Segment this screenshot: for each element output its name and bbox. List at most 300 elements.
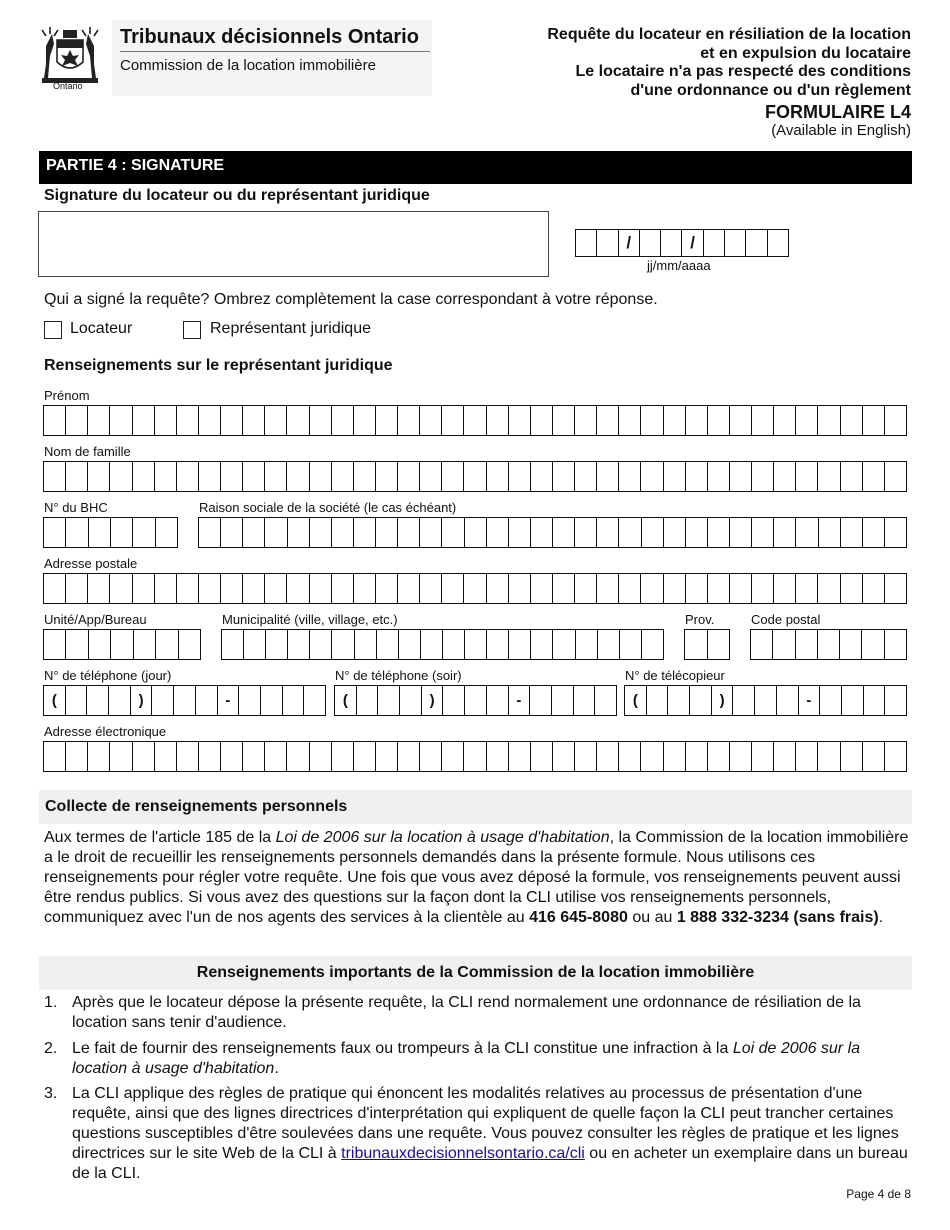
char-cell[interactable]: [553, 406, 575, 435]
phone-digit[interactable]: [755, 686, 777, 715]
char-cell[interactable]: [619, 742, 641, 771]
char-cell[interactable]: [576, 630, 598, 659]
char-cell[interactable]: [818, 742, 840, 771]
list-text-part: Le fait de fournir des renseignements faux ou trompeurs à la CLI constitue une infraction à la: [72, 1040, 733, 1057]
char-cell[interactable]: [66, 462, 88, 491]
phone-digit[interactable]: [820, 686, 842, 715]
phone-digit[interactable]: [733, 686, 755, 715]
char-cell[interactable]: [265, 462, 287, 491]
char-cell[interactable]: [221, 742, 243, 771]
char-cell[interactable]: [110, 462, 132, 491]
char-cell[interactable]: [773, 630, 795, 659]
char-cell[interactable]: [332, 630, 354, 659]
char-cell[interactable]: [597, 406, 619, 435]
char-cell[interactable]: [199, 462, 221, 491]
char-cell[interactable]: [730, 518, 752, 547]
phone-digit[interactable]: [864, 686, 886, 715]
char-cell[interactable]: [509, 462, 531, 491]
char-cell[interactable]: [619, 518, 641, 547]
char-cell[interactable]: [841, 574, 863, 603]
lso-number-field[interactable]: [43, 517, 178, 548]
char-cell[interactable]: [841, 406, 863, 435]
date-digit[interactable]: [640, 230, 661, 256]
char-cell[interactable]: [619, 406, 641, 435]
char-cell[interactable]: [686, 406, 708, 435]
char-cell[interactable]: [885, 742, 907, 771]
legal-rep-checkbox[interactable]: [183, 321, 201, 339]
char-cell[interactable]: [442, 742, 464, 771]
char-cell[interactable]: [376, 742, 398, 771]
char-cell[interactable]: [177, 742, 199, 771]
char-cell[interactable]: [266, 630, 288, 659]
char-cell[interactable]: [796, 742, 818, 771]
char-cell[interactable]: [133, 406, 155, 435]
phone-digit[interactable]: [552, 686, 574, 715]
char-cell[interactable]: [641, 574, 663, 603]
char-cell[interactable]: [398, 742, 420, 771]
char-cell[interactable]: [642, 630, 664, 659]
char-cell[interactable]: [44, 406, 66, 435]
char-cell[interactable]: [885, 518, 907, 547]
char-cell[interactable]: [177, 406, 199, 435]
char-cell[interactable]: [442, 462, 464, 491]
phone-digit[interactable]: [400, 686, 422, 715]
date-digit[interactable]: [661, 230, 682, 256]
char-cell[interactable]: [443, 630, 465, 659]
char-cell[interactable]: [664, 518, 686, 547]
char-cell[interactable]: [774, 406, 796, 435]
fax-field[interactable]: [624, 685, 907, 716]
char-cell[interactable]: [641, 742, 663, 771]
char-cell[interactable]: [354, 518, 376, 547]
postal-code-field[interactable]: [750, 629, 907, 660]
char-cell[interactable]: [597, 518, 619, 547]
char-cell[interactable]: [376, 462, 398, 491]
phone-digit[interactable]: [690, 686, 712, 715]
phone-digit[interactable]: [842, 686, 864, 715]
municipality-field[interactable]: [221, 629, 664, 660]
ltb-website-link[interactable]: tribunauxdecisionnelsontario.ca/cli: [341, 1145, 585, 1162]
date-digit[interactable]: [704, 230, 725, 256]
privacy-text: ou au: [627, 909, 677, 926]
char-cell[interactable]: [862, 630, 884, 659]
char-cell[interactable]: [774, 742, 796, 771]
char-cell[interactable]: [265, 574, 287, 603]
char-cell[interactable]: [664, 574, 686, 603]
char-cell[interactable]: [265, 518, 287, 547]
date-digit[interactable]: [597, 230, 618, 256]
phone-digit[interactable]: [239, 686, 261, 715]
char-cell[interactable]: [287, 406, 309, 435]
char-cell[interactable]: [730, 742, 752, 771]
char-cell[interactable]: [179, 630, 201, 659]
char-cell[interactable]: [575, 518, 597, 547]
first-name-field[interactable]: [43, 405, 907, 436]
phone-digit[interactable]: [378, 686, 400, 715]
char-cell[interactable]: [310, 742, 332, 771]
char-cell[interactable]: [553, 630, 575, 659]
email-field[interactable]: [43, 741, 907, 772]
char-cell[interactable]: [265, 742, 287, 771]
char-cell[interactable]: [531, 630, 553, 659]
char-cell[interactable]: [619, 574, 641, 603]
char-cell[interactable]: [332, 518, 354, 547]
char-cell[interactable]: [44, 574, 66, 603]
char-cell[interactable]: [664, 742, 686, 771]
phone-digit[interactable]: [283, 686, 305, 715]
char-cell[interactable]: [332, 462, 354, 491]
char-cell[interactable]: [664, 406, 686, 435]
char-cell[interactable]: [575, 406, 597, 435]
rep-section-heading: Renseignements sur le représentant juridique: [44, 357, 393, 374]
char-cell[interactable]: [287, 462, 309, 491]
phone-digit[interactable]: [443, 686, 465, 715]
char-cell[interactable]: [134, 630, 156, 659]
char-cell[interactable]: [398, 406, 420, 435]
phone-digit[interactable]: [465, 686, 487, 715]
phone-digit[interactable]: [174, 686, 196, 715]
char-cell[interactable]: [597, 742, 619, 771]
province-field[interactable]: [684, 629, 730, 660]
char-cell[interactable]: [531, 742, 553, 771]
date-digit[interactable]: [725, 230, 746, 256]
char-cell[interactable]: [752, 742, 774, 771]
char-cell[interactable]: [487, 518, 509, 547]
char-cell[interactable]: [885, 406, 907, 435]
char-cell[interactable]: [177, 574, 199, 603]
phone-digit[interactable]: [668, 686, 690, 715]
char-cell[interactable]: [420, 574, 442, 603]
char-cell[interactable]: [464, 742, 486, 771]
phone-digit[interactable]: [152, 686, 174, 715]
company-field[interactable]: [198, 517, 907, 548]
char-cell[interactable]: [243, 574, 265, 603]
char-cell[interactable]: [819, 518, 841, 547]
char-cell[interactable]: [66, 518, 88, 547]
char-cell[interactable]: [155, 574, 177, 603]
char-cell[interactable]: [88, 462, 110, 491]
char-cell[interactable]: [487, 742, 509, 771]
char-cell[interactable]: [133, 742, 155, 771]
char-cell[interactable]: [89, 518, 111, 547]
char-cell[interactable]: [796, 574, 818, 603]
char-cell[interactable]: [155, 742, 177, 771]
char-cell[interactable]: [44, 630, 66, 659]
char-cell[interactable]: [863, 742, 885, 771]
char-cell[interactable]: [708, 518, 730, 547]
phone-digit[interactable]: [530, 686, 552, 715]
char-cell[interactable]: [310, 462, 332, 491]
char-cell[interactable]: [110, 406, 132, 435]
char-cell[interactable]: [774, 518, 796, 547]
char-cell[interactable]: [398, 462, 420, 491]
char-cell[interactable]: [88, 574, 110, 603]
char-cell[interactable]: [487, 406, 509, 435]
char-cell[interactable]: [287, 574, 309, 603]
char-cell[interactable]: [354, 406, 376, 435]
char-cell[interactable]: [442, 574, 464, 603]
char-cell[interactable]: [597, 574, 619, 603]
char-cell[interactable]: [841, 742, 863, 771]
char-cell[interactable]: [730, 574, 752, 603]
char-cell[interactable]: [156, 630, 178, 659]
char-cell[interactable]: [243, 462, 265, 491]
char-cell[interactable]: [376, 518, 398, 547]
char-cell[interactable]: [685, 630, 708, 659]
char-cell[interactable]: [177, 462, 199, 491]
char-cell[interactable]: [818, 462, 840, 491]
phone-digit[interactable]: [595, 686, 617, 715]
char-cell[interactable]: [664, 462, 686, 491]
char-cell[interactable]: [487, 462, 509, 491]
phone-dash: -: [799, 686, 821, 715]
char-cell[interactable]: [420, 518, 442, 547]
char-cell[interactable]: [531, 574, 553, 603]
char-cell[interactable]: [221, 462, 243, 491]
char-cell[interactable]: [66, 406, 88, 435]
char-cell[interactable]: [575, 742, 597, 771]
phone-digit[interactable]: [487, 686, 509, 715]
char-cell[interactable]: [111, 518, 133, 547]
char-cell[interactable]: [155, 406, 177, 435]
date-digit[interactable]: [768, 230, 789, 256]
char-cell[interactable]: [310, 518, 332, 547]
phone-digit[interactable]: [304, 686, 326, 715]
char-cell[interactable]: [420, 742, 442, 771]
org-divider: [120, 51, 430, 52]
char-cell[interactable]: [796, 518, 818, 547]
char-cell[interactable]: [199, 518, 221, 547]
char-cell[interactable]: [111, 630, 133, 659]
phone-digit[interactable]: [647, 686, 669, 715]
char-cell[interactable]: [531, 462, 553, 491]
char-cell[interactable]: [509, 630, 531, 659]
char-cell[interactable]: [641, 406, 663, 435]
province-label: Prov.: [685, 612, 715, 627]
char-cell[interactable]: [66, 742, 88, 771]
char-cell[interactable]: [221, 574, 243, 603]
char-cell[interactable]: [620, 630, 642, 659]
char-cell[interactable]: [509, 742, 531, 771]
char-cell[interactable]: [221, 406, 243, 435]
char-cell[interactable]: [133, 574, 155, 603]
char-cell[interactable]: [686, 462, 708, 491]
char-cell[interactable]: [354, 462, 376, 491]
char-cell[interactable]: [553, 462, 575, 491]
phone-digit[interactable]: [777, 686, 799, 715]
char-cell[interactable]: [288, 518, 310, 547]
char-cell[interactable]: [885, 574, 907, 603]
char-cell[interactable]: [199, 742, 221, 771]
char-cell[interactable]: [244, 630, 266, 659]
char-cell[interactable]: [376, 574, 398, 603]
char-cell[interactable]: [686, 518, 708, 547]
date-field[interactable]: [575, 229, 789, 257]
char-cell[interactable]: [752, 574, 774, 603]
char-cell[interactable]: [355, 630, 377, 659]
char-cell[interactable]: [642, 518, 664, 547]
char-cell[interactable]: [377, 630, 399, 659]
char-cell[interactable]: [287, 742, 309, 771]
char-cell[interactable]: [885, 630, 907, 659]
char-cell[interactable]: [398, 518, 420, 547]
char-cell[interactable]: [243, 518, 265, 547]
char-cell[interactable]: [708, 462, 730, 491]
char-cell[interactable]: [686, 574, 708, 603]
char-cell[interactable]: [222, 630, 244, 659]
char-cell[interactable]: [310, 630, 332, 659]
phone-paren: ): [131, 686, 153, 715]
char-cell[interactable]: [597, 462, 619, 491]
char-cell[interactable]: [487, 630, 509, 659]
char-cell[interactable]: [332, 406, 354, 435]
char-cell[interactable]: [818, 406, 840, 435]
char-cell[interactable]: [708, 406, 730, 435]
char-cell[interactable]: [619, 462, 641, 491]
char-cell[interactable]: [199, 406, 221, 435]
char-cell[interactable]: [421, 630, 443, 659]
char-cell[interactable]: [243, 742, 265, 771]
char-cell[interactable]: [66, 574, 88, 603]
char-cell[interactable]: [44, 518, 66, 547]
char-cell[interactable]: [199, 574, 221, 603]
char-cell[interactable]: [752, 406, 774, 435]
char-cell[interactable]: [708, 574, 730, 603]
phone-day-field[interactable]: [43, 685, 326, 716]
char-cell[interactable]: [796, 630, 818, 659]
char-cell[interactable]: [310, 574, 332, 603]
char-cell[interactable]: [442, 406, 464, 435]
char-cell[interactable]: [730, 406, 752, 435]
phone-digit[interactable]: [885, 686, 907, 715]
char-cell[interactable]: [44, 742, 66, 771]
phone-digit[interactable]: [66, 686, 88, 715]
char-cell[interactable]: [420, 462, 442, 491]
char-cell[interactable]: [509, 574, 531, 603]
char-cell[interactable]: [88, 406, 110, 435]
char-cell[interactable]: [354, 574, 376, 603]
char-cell[interactable]: [708, 742, 730, 771]
date-digit[interactable]: [576, 230, 597, 256]
char-cell[interactable]: [752, 518, 774, 547]
char-cell[interactable]: [818, 630, 840, 659]
list-number: 2.: [44, 1040, 58, 1057]
char-cell[interactable]: [288, 630, 310, 659]
char-cell[interactable]: [310, 406, 332, 435]
company-label: Raison sociale de la société (le cas échéant): [199, 500, 457, 515]
char-cell[interactable]: [752, 462, 774, 491]
char-cell[interactable]: [442, 518, 464, 547]
char-cell[interactable]: [885, 462, 907, 491]
char-cell[interactable]: [399, 630, 421, 659]
char-cell[interactable]: [818, 574, 840, 603]
unit-field[interactable]: [43, 629, 201, 660]
char-cell[interactable]: [110, 574, 132, 603]
char-cell[interactable]: [598, 630, 620, 659]
char-cell[interactable]: [487, 574, 509, 603]
char-cell[interactable]: [553, 518, 575, 547]
char-cell[interactable]: [110, 742, 132, 771]
char-cell[interactable]: [774, 574, 796, 603]
date-digit[interactable]: [746, 230, 767, 256]
char-cell[interactable]: [243, 406, 265, 435]
phone-evening-field[interactable]: [334, 685, 617, 716]
char-cell[interactable]: [686, 742, 708, 771]
municipality-label: Municipalité (ville, village, etc.): [222, 612, 398, 627]
char-cell[interactable]: [464, 462, 486, 491]
char-cell[interactable]: [221, 518, 243, 547]
phone-digit[interactable]: [574, 686, 596, 715]
char-cell[interactable]: [464, 574, 486, 603]
char-cell[interactable]: [133, 518, 155, 547]
char-cell[interactable]: [133, 462, 155, 491]
char-cell[interactable]: [156, 518, 178, 547]
char-cell[interactable]: [863, 462, 885, 491]
char-cell[interactable]: [863, 574, 885, 603]
char-cell[interactable]: [708, 630, 731, 659]
phone-digit[interactable]: [109, 686, 131, 715]
address-field[interactable]: [43, 573, 907, 604]
char-cell[interactable]: [509, 518, 531, 547]
char-cell[interactable]: [155, 462, 177, 491]
phone-paren: ): [712, 686, 734, 715]
char-cell[interactable]: [841, 462, 863, 491]
char-cell[interactable]: [88, 742, 110, 771]
char-cell[interactable]: [730, 462, 752, 491]
char-cell[interactable]: [332, 742, 354, 771]
phone-evening-label: N° de téléphone (soir): [335, 668, 462, 683]
char-cell[interactable]: [89, 630, 111, 659]
form-title: [441, 26, 911, 100]
char-cell[interactable]: [509, 406, 531, 435]
char-cell[interactable]: [774, 462, 796, 491]
phone-digit[interactable]: [87, 686, 109, 715]
char-cell[interactable]: [553, 574, 575, 603]
char-cell[interactable]: [354, 742, 376, 771]
phone-digit[interactable]: [196, 686, 218, 715]
char-cell[interactable]: [465, 630, 487, 659]
char-cell[interactable]: [863, 406, 885, 435]
last-name-field[interactable]: [43, 461, 907, 492]
char-cell[interactable]: [66, 630, 88, 659]
form-title-line: et en expulsion du locataire: [700, 44, 911, 62]
char-cell[interactable]: [265, 406, 287, 435]
signature-field[interactable]: [38, 211, 549, 277]
char-cell[interactable]: [841, 518, 863, 547]
phone-digit[interactable]: [357, 686, 379, 715]
char-cell[interactable]: [751, 630, 773, 659]
char-cell[interactable]: [553, 742, 575, 771]
char-cell[interactable]: [376, 406, 398, 435]
char-cell[interactable]: [332, 574, 354, 603]
char-cell[interactable]: [863, 518, 885, 547]
char-cell[interactable]: [796, 406, 818, 435]
phone-digit[interactable]: [261, 686, 283, 715]
char-cell[interactable]: [420, 406, 442, 435]
char-cell[interactable]: [464, 406, 486, 435]
landlord-checkbox[interactable]: [44, 321, 62, 339]
char-cell[interactable]: [796, 462, 818, 491]
char-cell[interactable]: [398, 574, 420, 603]
char-cell[interactable]: [531, 406, 553, 435]
char-cell[interactable]: [531, 518, 553, 547]
char-cell[interactable]: [840, 630, 862, 659]
char-cell[interactable]: [465, 518, 487, 547]
char-cell[interactable]: [641, 462, 663, 491]
char-cell[interactable]: [575, 574, 597, 603]
char-cell[interactable]: [44, 462, 66, 491]
char-cell[interactable]: [575, 462, 597, 491]
